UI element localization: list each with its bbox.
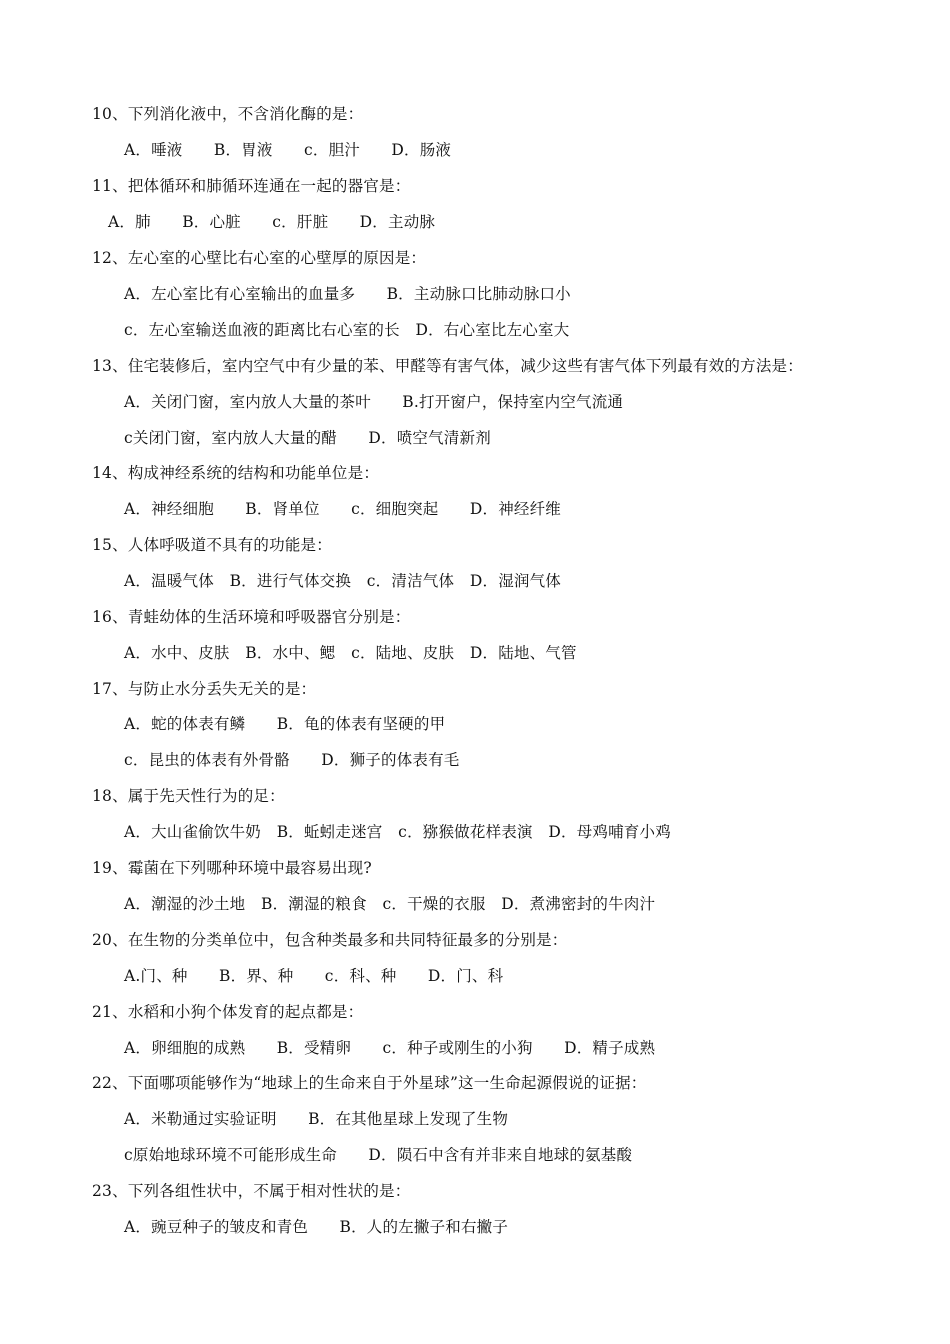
question-19-options: A．潮湿的沙土地 B．潮湿的粮食 c．干燥的衣服 D．煮沸密封的牛肉汁 bbox=[124, 895, 656, 913]
question-14-options: A．神经细胞 B．肾单位 c．细胞突起 D．神经纤维 bbox=[124, 500, 561, 518]
question-22-options-cd: c原始地球环境不可能形成生命 D．陨石中含有并非来自地球的氨基酸 bbox=[124, 1146, 633, 1164]
question-13-options-cd: c关闭门窗，室内放人大量的醋 D．喷空气清新剂 bbox=[124, 429, 491, 447]
question-10-options: A．唾液 B．胃液 c．胆汁 D．肠液 bbox=[124, 141, 452, 159]
question-21-options: A．卵细胞的成熟 B．受精卵 c．种子或刚生的小狗 D．精子成熟 bbox=[124, 1039, 656, 1057]
question-15: 15、人体呼吸道不具有的功能是： bbox=[92, 536, 332, 554]
question-16: 16、青蛙幼体的生活环境和呼吸器官分别是： bbox=[92, 608, 411, 626]
question-12-options-ab: A．左心室比有心室输出的血量多 B．主动脉口比肺动脉口小 bbox=[124, 285, 571, 303]
question-22-options-ab: A．米勒通过实验证明 B．在其他星球上发现了生物 bbox=[124, 1110, 509, 1128]
question-15-options: A．温暖气体 B．进行气体交换 c．清洁气体 D．湿润气体 bbox=[124, 572, 561, 590]
question-13: 13、住宅装修后，室内空气中有少量的苯、甲醛等有害气体，减少这些有害气体下列最有效的方法是： bbox=[92, 357, 803, 375]
question-12: 12、左心室的心壁比右心室的心壁厚的原因是： bbox=[92, 249, 427, 267]
question-20: 20、在生物的分类单位中，包含种类最多和共同特征最多的分别是： bbox=[92, 931, 568, 949]
question-13-options-ab: A．关闭门窗，室内放人大量的茶叶 B.打开窗户，保持室内空气流通 bbox=[124, 393, 624, 411]
question-11-options: A．肺 B．心脏 c．肝脏 D．主动脉 bbox=[108, 213, 436, 231]
question-23-options: A．豌豆种子的皱皮和青色 B．人的左撇子和右撇子 bbox=[124, 1218, 509, 1236]
question-16-options: A．水中、皮肤 B．水中、鳃 c．陆地、皮肤 D．陆地、气管 bbox=[124, 644, 577, 662]
question-14: 14、构成神经系统的结构和功能单位是： bbox=[92, 464, 380, 482]
question-11: 11、把体循环和肺循环连通在一起的器官是： bbox=[92, 177, 411, 195]
question-17: 17、与防止水分丢失无关的是： bbox=[92, 680, 317, 698]
question-10: 10、下列消化液中，不含消化酶的是： bbox=[92, 105, 364, 123]
question-22: 22、下面哪项能够作为“地球上的生命来自于外星球”这一生命起源假说的证据： bbox=[92, 1074, 647, 1092]
question-23: 23、下列各组性状中，不属于相对性状的是： bbox=[92, 1182, 411, 1200]
question-17-options-ab: A．蛇的体表有鳞 B．龟的体表有坚硬的甲 bbox=[124, 715, 446, 733]
question-21: 21、水稻和小狗个体发育的起点都是： bbox=[92, 1003, 364, 1021]
question-18-options: A．大山雀偷饮牛奶 B．蚯蚓走迷宫 c．猕猴做花样表演 D．母鸡哺育小鸡 bbox=[124, 823, 671, 841]
question-18: 18、属于先天性行为的足： bbox=[92, 787, 285, 805]
question-12-options-cd: c．左心室输送血液的距离比右心室的长 D．右心室比左心室大 bbox=[124, 321, 570, 339]
question-19: 19、霉菌在下列哪种环境中最容易出现? bbox=[92, 859, 372, 877]
question-17-options-cd: c．昆虫的体表有外骨骼 D．狮子的体表有毛 bbox=[124, 751, 460, 769]
question-20-options: A.门、种 B．界、种 c．科、种 D．门、科 bbox=[124, 967, 504, 985]
